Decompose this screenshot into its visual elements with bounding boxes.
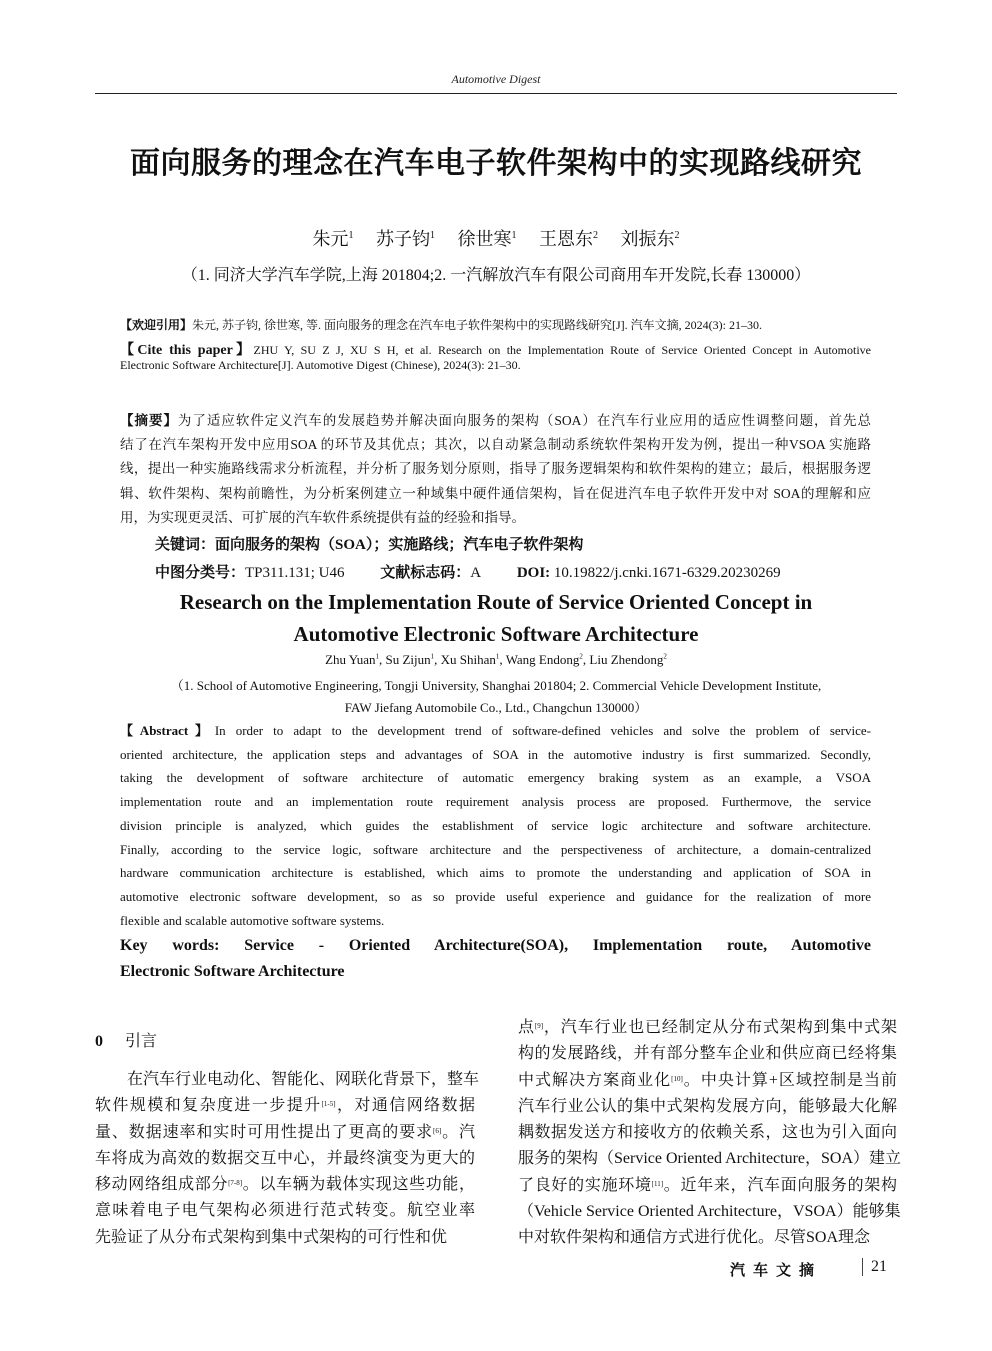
text-run: 量、数据速率和实时可用性提出了更高的要求 <box>95 1123 433 1141</box>
text-line <box>518 1120 897 1146</box>
text-line <box>95 1225 475 1251</box>
title-en-line: Automotive Electronic Software Architecture <box>293 622 699 646</box>
text-run: 构的发展路线，并有部分整车企业和供应商已经将集 <box>518 1045 897 1063</box>
text-run: 软件规模和复杂度进一步提升 <box>95 1097 322 1115</box>
cite-en-label: 【Cite this paper】 <box>120 343 254 358</box>
text-line <box>120 885 871 909</box>
authors-en <box>0 652 992 668</box>
affiliations-cn: （1. 同济大学汽车学院,上海 201804;2. 一汽解放汽车有限公司商用车开发院,长春 130000） <box>181 267 811 284</box>
text-run: Electronic Software Architecture <box>120 963 345 980</box>
text-line <box>518 1199 901 1225</box>
cite-cn-label: 【欢迎引用】 <box>120 318 193 332</box>
page-number: 21 <box>862 1258 887 1276</box>
text-line <box>95 1093 475 1119</box>
doi-value: 10.19822/j.cnki.1671-6329.20230269 <box>550 565 781 581</box>
text-run: hardware communication architecture is established, which aims to promote the understanding and application of SOA in <box>120 865 871 881</box>
text-line <box>518 1225 897 1251</box>
title-en-line: Research on the Implementation Route of Service Oriented Concept in <box>179 590 813 614</box>
separator: , <box>499 652 506 667</box>
text-run: 了良好的实施环境 <box>518 1176 652 1194</box>
author-affiliation-mark: 1 <box>375 652 380 661</box>
text-line <box>518 1146 902 1172</box>
section-label: 【摘要】 <box>120 413 178 428</box>
author-affiliation-mark: 2 <box>674 230 680 241</box>
section-label: 【Abstract】 <box>120 723 215 738</box>
keywords-en <box>120 933 871 985</box>
authors-cn <box>0 225 992 251</box>
keywords-cn <box>155 533 583 554</box>
reference-citation: [7-8] <box>228 1179 243 1188</box>
author <box>458 229 517 249</box>
cite-en-line2: Electronic Software Architecture[J]. Automotive Digest (Chinese), 2024(3): 21–30. <box>120 358 521 372</box>
text-run: 为了适应软件定义汽车的发展趋势并解决面向服务的架构（SOA）在汽车行业应用的适应性调整问题，首先总 <box>177 413 871 428</box>
text-line <box>518 1094 897 1120</box>
reference-citation: [6] <box>433 1126 442 1135</box>
running-header: Automotive Digest <box>451 72 541 86</box>
cite-en-text: ZHU Y, SU Z J, XU S H, et al. Research on the Implementation Route of Service Oriented Concept in Automotive <box>253 343 871 357</box>
text-line <box>120 933 871 959</box>
text-run: 车将成为高效的数据交互中心，并最终演变为更大的 <box>95 1149 475 1167</box>
author <box>386 652 441 667</box>
text-run: 服务的架构（Service Oriented Architecture，SOA）建立 <box>518 1150 902 1168</box>
author-affiliation-mark: 2 <box>593 230 598 241</box>
author-affiliation-mark: 1 <box>511 230 517 241</box>
text-line <box>120 909 871 933</box>
text-line <box>120 790 871 814</box>
body-column-right <box>518 1015 902 1252</box>
author <box>313 229 354 249</box>
text-run: Finally, according to the service logic, software architecture and the perspectiveness of architecture, a domain-centralized <box>120 841 871 857</box>
text-line <box>95 1198 475 1224</box>
separator: , <box>379 652 386 667</box>
text-line <box>120 861 871 885</box>
text-line <box>518 1173 897 1199</box>
text-run: Key words: Service - Oriented Architecture(SOA), Implementation route, Automotive <box>120 937 871 954</box>
cite-cn-text: 朱元, 苏子钧, 徐世寒, 等. 面向服务的理念在汽车电子软件架构中的实现路线研究[J]. 汽车文摘, 2024(3): 21–30. <box>192 318 763 332</box>
body-column-left <box>95 1067 480 1251</box>
author <box>441 652 506 667</box>
text-run: 中式解决方案商业化 <box>518 1071 672 1089</box>
affiliation-en-line: （1. School of Automotive Engineering, Tongji University, Shanghai 201804; 2. Commercial Vehicle Development Institute, <box>170 678 822 693</box>
doc-code-value: A <box>470 565 482 581</box>
section-heading <box>95 1028 157 1051</box>
footer-journal: 汽车文摘 <box>730 1261 823 1279</box>
author <box>621 229 680 249</box>
text-line <box>120 433 871 457</box>
abstract-en <box>120 719 871 932</box>
text-run: 在汽车行业电动化、智能化、网联化背景下，整车 <box>95 1071 480 1088</box>
author-name: Xu Shihan <box>440 652 496 667</box>
text-line <box>120 743 871 767</box>
text-run: 汽车行业公认的集中式架构发展方向，能够最大化解 <box>518 1097 897 1115</box>
doc-code-label: 文献标志码： <box>380 565 471 581</box>
keywords-label: 关键词： <box>155 537 216 553</box>
text-run: 先验证了从分布式架构到集中式架构的可行性和优 <box>95 1228 448 1246</box>
text-line <box>120 838 871 862</box>
text-run: 。以车辆为载体实现这些功能， <box>242 1176 475 1194</box>
text-run: In order to adapt to the development trend of software-defined vehicles and solve the problem of service- <box>214 723 871 738</box>
text-run: 线，提出一种实施路线需求分析流程，并分析了服务划分原则，指导了服务逻辑架构和软件架构的建立；最后，根据服务逻 <box>120 461 871 477</box>
abstract-cn <box>120 409 871 530</box>
affiliations-en <box>0 675 992 719</box>
author <box>506 652 590 667</box>
text-run: 辑、软件架构、架构前瞻性，为分析案例建立一种域集中硬件通信架构，旨在促进汽车电子软件开发中对 SOA的理解和应 <box>120 485 871 501</box>
author-name: Su Zijun <box>385 652 431 667</box>
citation-block <box>120 318 871 372</box>
text-run: （Vehicle Service Oriented Architecture，VSOA）能够集 <box>518 1203 901 1221</box>
section-title: 引言 <box>125 1033 158 1050</box>
text-run: ，对通信网络数据 <box>335 1097 475 1115</box>
text-run: division principle is analyzed, which guides the establishment of service logic architecture and software architecture. <box>120 817 871 833</box>
author-affiliation-mark: 1 <box>430 652 435 661</box>
author-affiliation-mark: 2 <box>663 652 667 661</box>
text-run: 意味着电子电气架构必须进行范式转变。航空业率 <box>95 1202 475 1220</box>
author <box>589 652 667 667</box>
text-line <box>120 482 871 506</box>
author <box>325 652 385 667</box>
author-name: 刘振东 <box>620 229 675 249</box>
cite-cn <box>120 318 871 332</box>
text-run: automotive electronic software development, so as so provide useful experience and guidance for the realization of more <box>120 888 871 904</box>
text-line <box>95 1067 480 1093</box>
text-run: 。近年来，汽车面向服务的架构 <box>663 1176 897 1194</box>
keywords-text: 面向服务的架构（SOA）；实施路线；汽车电子软件架构 <box>215 537 584 553</box>
text-run: 移动网络组成部分 <box>95 1176 229 1194</box>
text-run: taking the development of software architecture of automatic emergency braking system as an example, a VSOA <box>120 770 871 786</box>
text-line <box>120 766 871 790</box>
text-line <box>518 1041 897 1067</box>
author-affiliation-mark: 1 <box>495 652 500 661</box>
reference-citation: [11] <box>651 1179 664 1188</box>
affiliation-en-line: FAW Jiefang Automobile Co., Ltd., Changchun 130000） <box>344 700 648 715</box>
text-line <box>120 814 871 838</box>
text-run: 结了在汽车架构开发中应用SOA 的环节及其优点；其次，以自动紧急制动系统软件架构开发为例，提出一种VSOA 实施路 <box>120 437 871 453</box>
reference-citation: [9] <box>534 1022 544 1030</box>
author-affiliation-mark: 2 <box>579 652 583 661</box>
clc-label: 中图分类号： <box>155 565 246 581</box>
doc-code <box>380 565 481 581</box>
author-name: 王恩东 <box>539 229 593 249</box>
section-number: 0 <box>95 1033 103 1050</box>
header-rule <box>95 93 897 94</box>
text-run: ，汽车行业也已经制定从分布式架构到集中式架 <box>543 1019 897 1036</box>
text-run: flexible and scalable automotive software systems. <box>120 912 385 928</box>
doi-label: DOI: <box>516 565 551 581</box>
text-run: 。中央计算+区域控制是当前 <box>682 1071 897 1089</box>
doi <box>517 565 781 581</box>
reference-citation: [10] <box>671 1074 683 1083</box>
author-name: 苏子钧 <box>376 229 430 249</box>
text-run: implementation route and an implementation route requirement analysis process are proposed. Furthermove, the service <box>120 794 871 810</box>
text-line <box>95 1146 475 1172</box>
text-line <box>518 1015 897 1041</box>
author-name: 朱元 <box>312 229 349 249</box>
text-run: 。汽 <box>441 1123 475 1141</box>
text-line <box>120 457 871 481</box>
text-line <box>95 1172 475 1198</box>
author <box>539 229 598 249</box>
author-name: Liu Zhendong <box>589 652 664 667</box>
text-line <box>518 1068 897 1094</box>
text-line <box>95 1120 475 1146</box>
paper-title-cn: 面向服务的理念在汽车电子软件架构中的实现路线研究 <box>130 146 862 181</box>
text-run: 中对软件架构和通信方式进行优化。尽管SOA理念 <box>518 1229 871 1247</box>
text-line <box>120 719 871 743</box>
author-name: Wang Endong <box>505 652 580 667</box>
reference-citation: [1-5] <box>321 1100 336 1109</box>
text-run: oriented architecture, the application steps and advantages of SOA in the automotive industry is first summarized. Secondly, <box>120 746 871 762</box>
classification-line <box>155 561 855 582</box>
author-affiliation-mark: 1 <box>430 230 435 241</box>
clc <box>155 565 344 581</box>
author-name: Zhu Yuan <box>325 652 376 667</box>
author-affiliation-mark: 1 <box>348 230 354 241</box>
paper-title-en <box>0 586 992 650</box>
text-line <box>120 959 871 985</box>
separator: , <box>582 652 590 667</box>
cite-en <box>120 343 871 358</box>
text-run: 点 <box>518 1019 535 1036</box>
text-line <box>120 506 871 530</box>
author-name: 徐世寒 <box>457 229 512 249</box>
text-line <box>120 409 871 433</box>
clc-value: TP311.131; U46 <box>245 565 345 581</box>
text-run: 用，为实现更灵活、可扩展的汽车软件系统提供有益的经验和指导。 <box>120 509 525 525</box>
author <box>376 229 435 249</box>
text-run: 耦数据发送方和接收方的依赖关系，这也为引入面向 <box>518 1124 897 1142</box>
separator: , <box>434 652 441 667</box>
